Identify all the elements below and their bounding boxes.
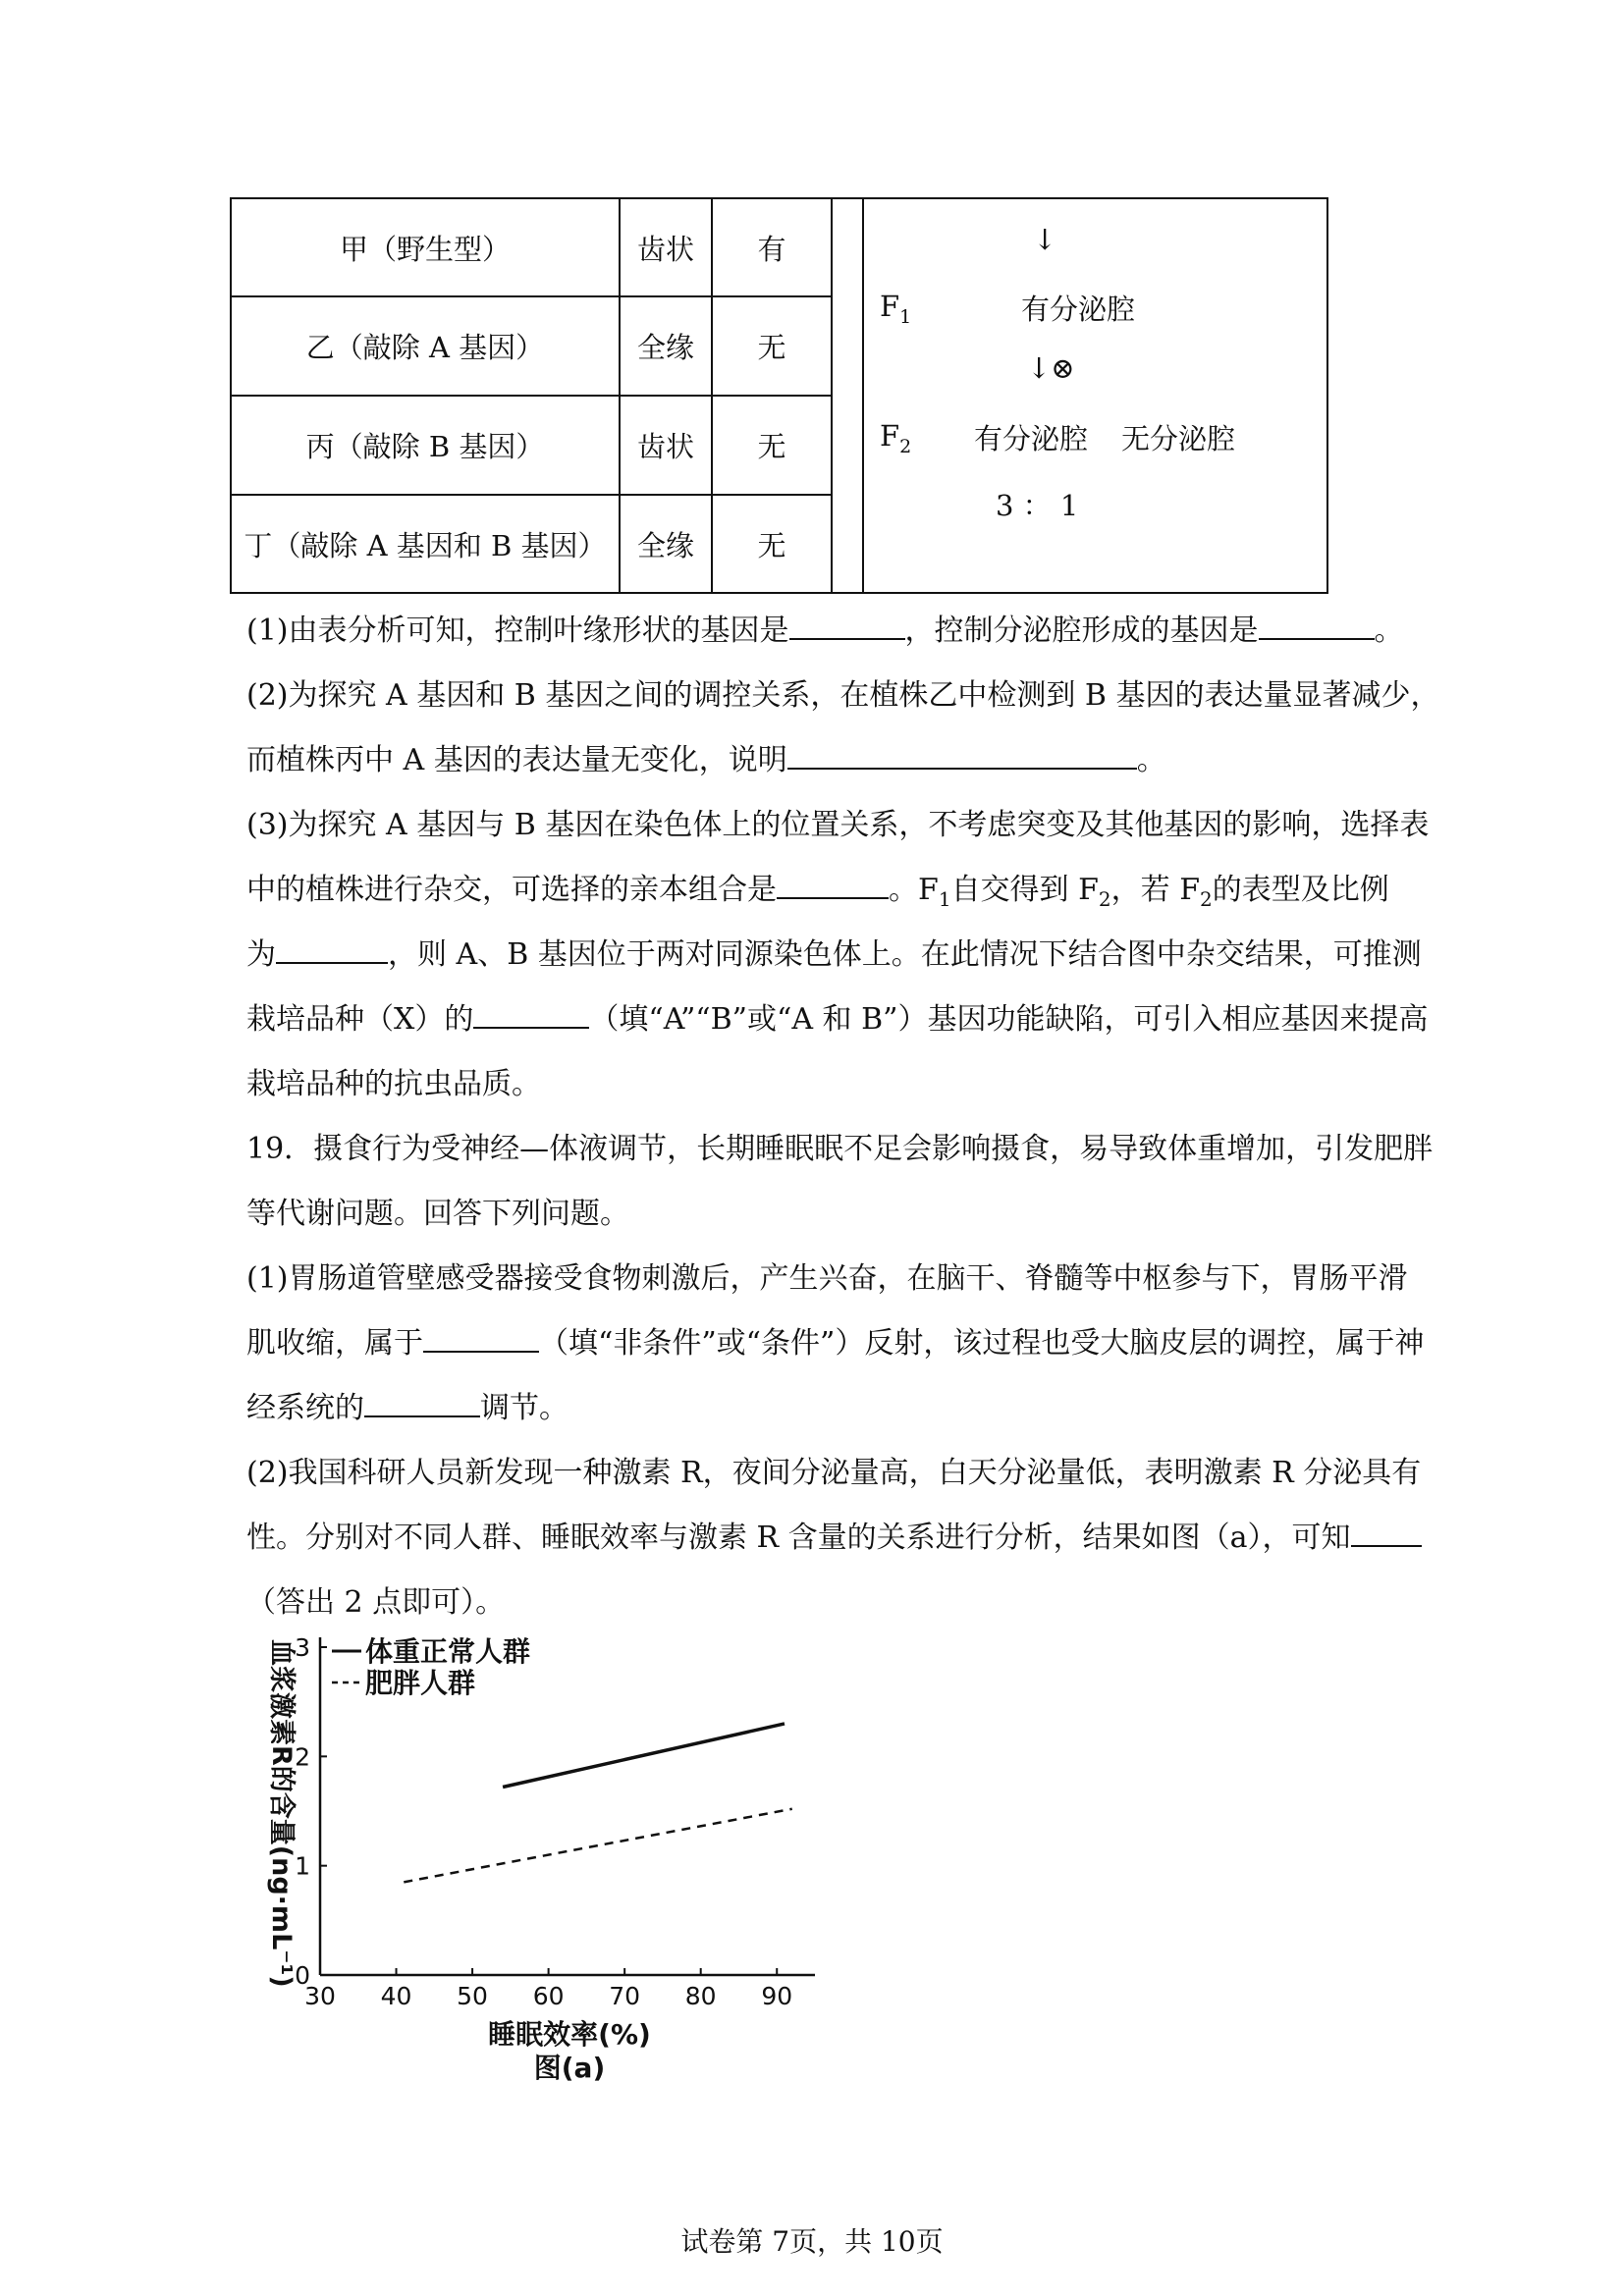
answer-blank[interactable] [1351, 1520, 1422, 1547]
table-cell-cavity: 有 [757, 232, 786, 266]
answer-blank[interactable] [364, 1390, 480, 1417]
answer-blank[interactable] [787, 742, 1137, 770]
question-18-3-line2: 中的植株进行杂交，可选择的亲本组合是 。$F_1$自交得到 $F_2$，若 $F_2$的表型及比例 [246, 873, 1389, 911]
question-18-3-line4: 栽培品种（X）的 （填“A”“B”或“A 和 B”）基因功能缺陷，可引入相应基因来提高 [246, 1002, 1429, 1037]
answer-blank[interactable] [1259, 613, 1375, 640]
table-border-bottom [230, 592, 1328, 594]
legend-label-0: 体重正常人群 [365, 1635, 531, 1668]
table-cell-leaf: 齿状 [636, 232, 694, 266]
hormone-chart [245, 1629, 835, 2101]
question-19-2-line3: （答出 2 点即可）。 [246, 1585, 506, 1620]
question-19-1-line2: 肌收缩，属于 （填“非条件”或“条件”）反射，该过程也受大脑皮层的调控，属于神 [246, 1326, 1425, 1361]
series-line-0 [503, 1724, 785, 1788]
table-cell-plant: 丙（敲除 B 基因） [305, 430, 545, 463]
table-cell-leaf: 齿状 [636, 430, 694, 463]
question-18-2-line2: 而植株丙中 A 基因的表达量无变化，说明 。 [246, 743, 1166, 777]
y-tick-label: 1 [295, 1851, 310, 1881]
selfing-arrow: ↓⊗ [1027, 351, 1075, 385]
x-tick-label: 80 [684, 1982, 717, 2010]
f2-phenotype-b: 无分泌腔 [1121, 422, 1236, 455]
table-col-line [862, 197, 864, 594]
question-19-stem-line1: 19．摄食行为受神经—体液调节，长期睡眠眠不足会影响摄食，易导致体重增加，引发肥胖 [246, 1132, 1434, 1166]
table-cell-cavity: 无 [757, 331, 786, 364]
table-cell-cavity: 无 [757, 528, 786, 562]
question-19-1-line3: 经系统的 调节。 [246, 1391, 568, 1425]
y-tick-label: 3 [295, 1633, 310, 1662]
table-cell-plant: 乙（敲除 A 基因） [305, 331, 545, 364]
f2-label: $F_2$ [880, 419, 912, 457]
question-19-2-line2: 性。分别对不同人群、睡眠效率与激素 R 含量的关系进行分析，结果如图（a），可知 [246, 1506, 1385, 1571]
question-18-2-line1: (2)为探究 A 基因和 B 基因之间的调控关系，在植株乙中检测到 B 基因的表达量显著减少， [246, 678, 1440, 713]
x-tick-label: 30 [304, 1982, 336, 2010]
question-19-2-line1: (2)我国科研人员新发现一种激素 R，夜间分泌量高，白天分泌量低，表明激素 R 分泌具有 [246, 1456, 1422, 1490]
answer-blank[interactable] [473, 1001, 589, 1029]
f2-phenotype-a: 有分泌腔 [974, 422, 1089, 455]
x-tick-label: 70 [609, 1982, 641, 2010]
answer-blank[interactable] [777, 872, 889, 899]
f1-phenotype: 有分泌腔 [1021, 293, 1136, 326]
table-cell-cavity: 无 [757, 430, 786, 463]
f2-ratio: 3 ： 1 [996, 489, 1079, 522]
x-tick-label: 50 [457, 1982, 488, 2010]
table-border-right [1326, 197, 1328, 594]
chart-title: 图(a) [533, 2052, 606, 2084]
page-footer: 试卷第 7页，共 10页 [680, 2225, 944, 2258]
y-tick-label: 0 [295, 1961, 310, 1990]
series-line-1 [404, 1809, 791, 1883]
x-tick-label: 90 [761, 1982, 793, 2010]
x-tick-label: 40 [380, 1982, 412, 2010]
y-tick-label: 2 [295, 1742, 310, 1772]
f1-label: $F_1$ [880, 290, 912, 328]
question-18-1: (1)由表分析可知，控制叶缘形状的基因是 ，控制分泌腔形成的基因是 。 [246, 614, 1404, 648]
table-cell-plant: 丁（敲除 A 基因和 B 基因） [244, 528, 607, 562]
table-cell-leaf: 全缘 [636, 528, 694, 562]
x-tick-label: 60 [532, 1982, 565, 2010]
table-cell-leaf: 全缘 [636, 331, 694, 364]
gene-table [230, 197, 1328, 594]
table-col-line [831, 197, 833, 594]
question-19-1-line1: (1)胃肠道管壁感受器接受食物刺激后，产生兴奋，在脑干、脊髓等中枢参与下，胃肠平滑 [246, 1261, 1408, 1296]
answer-blank[interactable] [276, 936, 388, 964]
question-18-3-line3: 为 ，则 A、B 基因位于两对同源染色体上。在此情况下结合图中杂交结果，可推测 [246, 937, 1422, 972]
question-18-3-line1: (3)为探究 A 基因与 B 基因在染色体上的位置关系，不考虑突变及其他基因的影响，选择表 [246, 808, 1430, 842]
down-arrow: ↓ [1033, 223, 1057, 256]
table-cell-plant: 甲（野生型） [339, 232, 511, 266]
question-18-3-line5: 栽培品种的抗虫品质。 [246, 1067, 541, 1101]
y-axis-label: 血浆激素R的含量(ng·mL⁻¹) [266, 1639, 297, 1988]
answer-blank[interactable] [789, 613, 905, 640]
question-19-stem-line2: 等代谢问题。回答下列问题。 [246, 1197, 629, 1231]
answer-blank[interactable] [423, 1325, 539, 1353]
x-axis-label: 睡眠效率(%) [488, 2018, 651, 2051]
legend-label-1: 肥胖人群 [365, 1667, 476, 1699]
